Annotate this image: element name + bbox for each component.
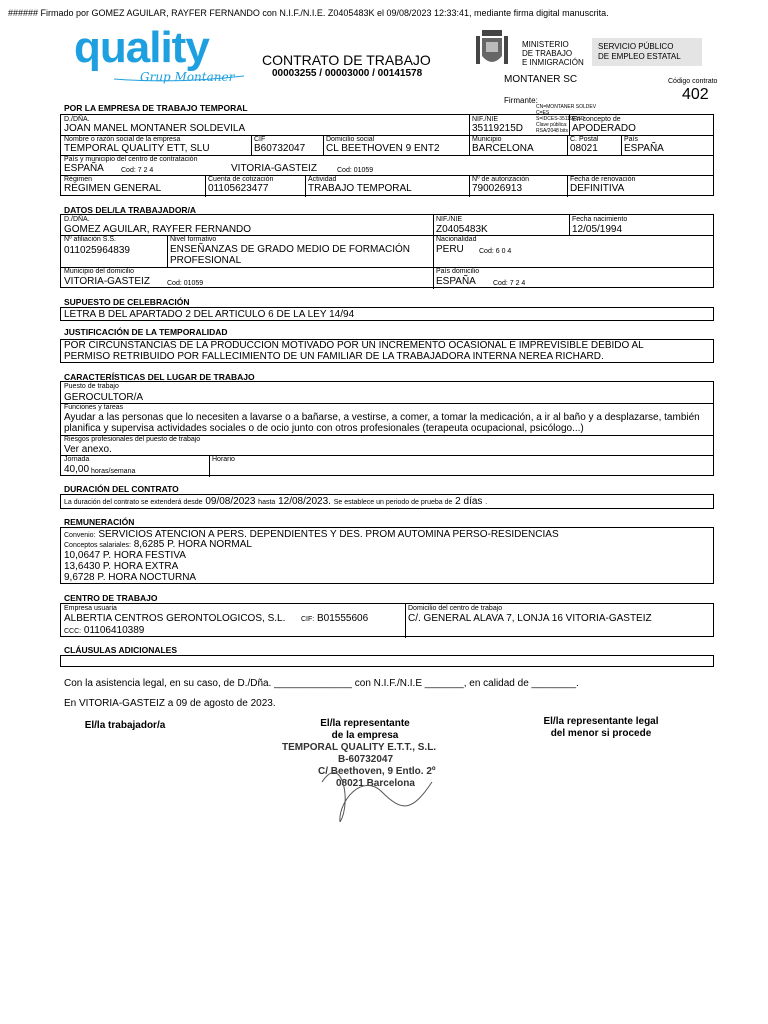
remuneracion-box: Convenio: SERVICIOS ATENCION A PERS. DEPENDIENTES Y DES. PROM AUTOMINA PERSO-RESIDENCIAS Conceptos salariales: 8,6285 P. HORA NORMAL 10,0647 P. HORA FESTIVA 13,6430 P. HORA EXTRA 9,6728 P. HORA NOCTURNA: [60, 527, 714, 584]
empresa-municipio: BARCELONA: [472, 143, 534, 154]
trabajador-nivel-2: PROFESIONAL: [170, 255, 242, 266]
firma-empresa-label: El/la representante de la empresa: [320, 718, 410, 741]
quality-logo: [74, 23, 244, 88]
empresa-box: D./DÑA. JOAN MANEL MONTANER SOLDEVILA NIF./NIE 35119215D En concepto de APODERADO Nombre o razón social de la empresa TEMPORAL QUALITY ETT, SLU CIF B60732047 Domicilio social CL BEETHOVEN 9 ENT2 Municipio BARCELONA C. Postal 08021 País ESPAÑA País y municipio del centro de contratación ESPAÑA Cod: 7 2 4 VITORIA-GASTEIZ Cod: 01059 Régimen REGIMEN GENERAL Cuenta de cotización 01105623477 Actividad TRABAJO TEMPORAL Nº de autorización 790026913 Fecha de renovación DEFINITIVA: [60, 114, 714, 196]
codigo-label: Código contrato: [668, 78, 718, 85]
spain-coat-of-arms-icon: [472, 28, 512, 70]
centro-box: Empresa usuaria ALBERTIA CENTROS GERONTOLOGICOS, S.L. CIF: B01555606 CCC: 01106410389 Domicilio del centro de trabajo C/. GENERAL ALAVA 7, LONJA 16 VITORIA-GASTEIZ: [60, 603, 714, 637]
trabajador-nacionalidad-cod: Cod: 6 0 4: [479, 248, 512, 255]
duracion-text: La duración del contrato se extenderá desde 09/08/2023 hasta 12/08/2023. Se establece un periodo de prueba de 2 días .: [64, 496, 488, 507]
duracion-hasta: 12/08/2023.: [278, 496, 331, 507]
ministry-name: MINISTERIO DE TRABAJO E INMIGRACIÓN: [522, 40, 584, 67]
section-supuesto: SUPUESTO DE CELEBRACIÓN: [64, 297, 190, 307]
trabajador-nivel-1: ENSEÑANZAS DE GRADO MEDIO DE FORMACIÓN: [170, 244, 411, 255]
empresa-actividad: TRABAJO TEMPORAL: [308, 183, 412, 194]
empresa-concepto: APODERADO: [572, 123, 636, 134]
salario-hora-extra: 13,6430 P. HORA EXTRA: [64, 561, 179, 572]
trabajador-pais: ESPAÑA: [436, 276, 476, 287]
lugar-puesto: GEROCULTOR/A: [64, 392, 144, 403]
lugar-funciones-2: planifica y supervisa actividades sociales o de ocio junto con otros profesionales (terapeuta ocupacional, psicólogo...): [64, 423, 584, 434]
empresa-autorizacion: 790026913: [472, 183, 523, 194]
empresa-cuenta: 01105623477: [208, 183, 269, 194]
trabajador-municipio: VITORIA-GASTEIZ: [64, 276, 150, 287]
lugar-riesgos: Ver anexo.: [64, 444, 112, 455]
empresa-razon: TEMPORAL QUALITY ETT, SLU: [64, 143, 210, 154]
section-justificacion: JUSTIFICACIÓN DE LA TEMPORALIDAD: [64, 327, 228, 337]
justificacion-box: [60, 339, 714, 363]
trabajador-municipio-cod: Cod: 01059: [167, 280, 204, 287]
lugar-funciones-1: Ayudar a las personas que lo necesiten a lavarse o a bañarse, a vestirse, a comer, a tomar la medicación, a ir al baño y a desplazarse, también: [64, 412, 700, 423]
centro-ccc: 01106410389: [83, 625, 145, 636]
duracion-box: [60, 494, 714, 509]
centro-domicilio: C/. GENERAL ALAVA 7, LONJA 16 VITORIA-GASTEIZ: [408, 613, 652, 624]
logo-swoosh-icon: [114, 74, 244, 84]
centro-empresa: ALBERTIA CENTROS GERONTOLOGICOS, S.L.: [64, 613, 286, 624]
empresa-nif: 35119215D: [472, 123, 523, 134]
signature-notice: ###### Firmado por GOMEZ AGUILAR, RAYFER FERNANDO con N.I.F./N.I.E. Z0405483K el 09/08/2023 12:33:41, mediante firma digital manuscrita.: [8, 8, 609, 18]
empresa-domicilio: CL BEETHOVEN 9 ENT2: [326, 143, 440, 154]
firma-trabajador-label: El/la trabajador/a: [84, 720, 166, 731]
lugar-box: Puesto de trabajo GEROCULTOR/A Funciones y tareas Ayudar a las personas que lo necesiten a lavarse o a bañarse, a vestirse, a comer, a tomar la medicación, a ir al baño y a desplazarse, también planifica y supervisa actividades sociales o de ocio junto con otros profesionales (terapeuta ocupacional, psicólogo...) Riesgos profesionales del puesto de trabajo Ver anexo. Jornada 40,00 horas/semana Horario: [60, 381, 714, 476]
centro-cif: B01555606: [317, 613, 369, 624]
trabajador-nif: Z0405483K: [436, 224, 488, 235]
supuesto-value: LETRA B DEL APARTADO 2 DEL ARTICULO 6 DE LA LEY 14/94: [64, 309, 355, 320]
empresa-renovacion: DEFINITIVA: [570, 183, 625, 194]
contract-number: 00003255 / 00003000 / 00141578: [272, 68, 423, 79]
service-box: SERVICIO PÚBLICO DE EMPLEO ESTATAL: [592, 38, 702, 66]
section-clausulas: CLÁUSULAS ADICIONALES: [64, 645, 178, 655]
lugar-jornada: 40,00: [64, 464, 90, 475]
centro-pais: ESPAÑA: [64, 163, 104, 174]
trabajador-afiliacion: 011025964839: [64, 245, 130, 256]
handwritten-signature-icon: [282, 742, 462, 828]
salario-hora-festiva: 10,0647 P. HORA FESTIVA: [64, 550, 186, 561]
remuneracion-convenio: SERVICIOS ATENCION A PERS. DEPENDIENTES Y DES. PROM AUTOMINA PERSO-RESIDENCIAS: [98, 529, 559, 540]
trabajador-nacimiento: 12/05/1994: [572, 224, 623, 235]
asistencia-legal: Con la asistencia legal, en su caso, de D./Dña. ______________ con N.I.F./N.I.E _______, en calidad de ________.: [64, 678, 579, 689]
centro-municipio: VITORIA-GASTEIZ: [231, 163, 317, 174]
trabajador-box: D./DÑA. GOMEZ AGUILAR, RAYFER FERNANDO NIF./NIE Z0405483K Fecha nacimiento 12/05/1994 Nº afiliación S.S. 011025964839 Nivel formativo ENSEÑANZAS DE GRADO MEDIO DE FORMACIÓN PROFESIONAL Nacionalidad PERU Cod: 6 0 4 Municipio del domicilio VITORIA-GASTEIZ Cod: 01059 País domicilio ESPAÑA Cod: 7 2 4: [60, 214, 714, 288]
duracion-desde: 09/08/2023: [205, 496, 256, 507]
empresa-cp: 08021: [570, 143, 598, 154]
firmante-details: CN=MONTANER SOLDEV C=ES S=IDCES-35119215D Clave pública: RSA/2048 bits: [536, 104, 597, 134]
justificacion-line-1: POR CIRCUNSTANCIAS DE LA PRODUCCION MOTIVADO POR UN INCREMENTO OCASIONAL E IMPREVISIBLE DEBIDO AL: [64, 340, 644, 351]
empresa-pais: ESPAÑA: [624, 143, 664, 154]
firmante-label: Firmante:: [504, 96, 538, 105]
firma-menor-label: El/la representante legal del menor si procede: [543, 716, 659, 739]
section-lugar: CARACTERÍSTICAS DEL LUGAR DE TRABAJO: [64, 372, 255, 382]
centro-pais-cod: Cod: 7 2 4: [121, 167, 154, 174]
codigo-value: 402: [682, 86, 709, 103]
signer-name: MONTANER SC: [504, 74, 578, 85]
trabajador-nacionalidad: PERU: [436, 244, 464, 255]
company-stamp: TEMPORAL QUALITY E.T.T., S.L. B-60732047 C/ Beethoven, 9 Entlo. 2º 08021 Barcelona: [282, 742, 462, 812]
supuesto-box: [60, 307, 714, 321]
contract-title: CONTRATO DE TRABAJO: [262, 52, 431, 68]
salario-hora-normal: 8,6285 P. HORA NORMAL: [133, 539, 252, 550]
lugar-jornada-unit: horas/semana: [91, 468, 136, 475]
duracion-prueba: 2 días: [455, 496, 483, 507]
trabajador-dni: GOMEZ AGUILAR, RAYFER FERNANDO: [64, 224, 252, 235]
justificacion-line-2: PERMISO RETRIBUIDO POR FALLECIMIENTO DE UN FAMILIAR DE LA TRABAJADORA INTERNA NEREA RICHARD.: [64, 351, 604, 362]
empresa-dni: JOAN MANEL MONTANER SOLDEVILA: [64, 123, 246, 134]
section-centro: CENTRO DE TRABAJO: [64, 593, 158, 603]
section-duracion: DURACIÓN DEL CONTRATO: [64, 484, 179, 494]
section-trabajador: DATOS DEL/LA TRABAJADOR/A: [64, 205, 197, 215]
logo-tagline: Grup Montaner: [140, 70, 235, 84]
lugar-fecha: En VITORIA-GASTEIZ a 09 de agosto de 2023.: [64, 698, 276, 709]
section-remuneracion: REMUNERACIÓN: [64, 517, 135, 527]
empresa-regimen: REGIMEN GENERAL: [64, 183, 162, 194]
centro-municipio-cod: Cod: 01059: [337, 167, 374, 174]
logo-brand: quality: [74, 23, 209, 72]
empresa-cif: B60732047: [254, 143, 306, 154]
section-empresa: POR LA EMPRESA DE TRABAJO TEMPORAL: [64, 103, 248, 113]
clausulas-box: [60, 655, 714, 667]
trabajador-pais-cod: Cod: 7 2 4: [493, 280, 526, 287]
salario-hora-nocturna: 9,6728 P. HORA NOCTURNA: [64, 572, 197, 583]
